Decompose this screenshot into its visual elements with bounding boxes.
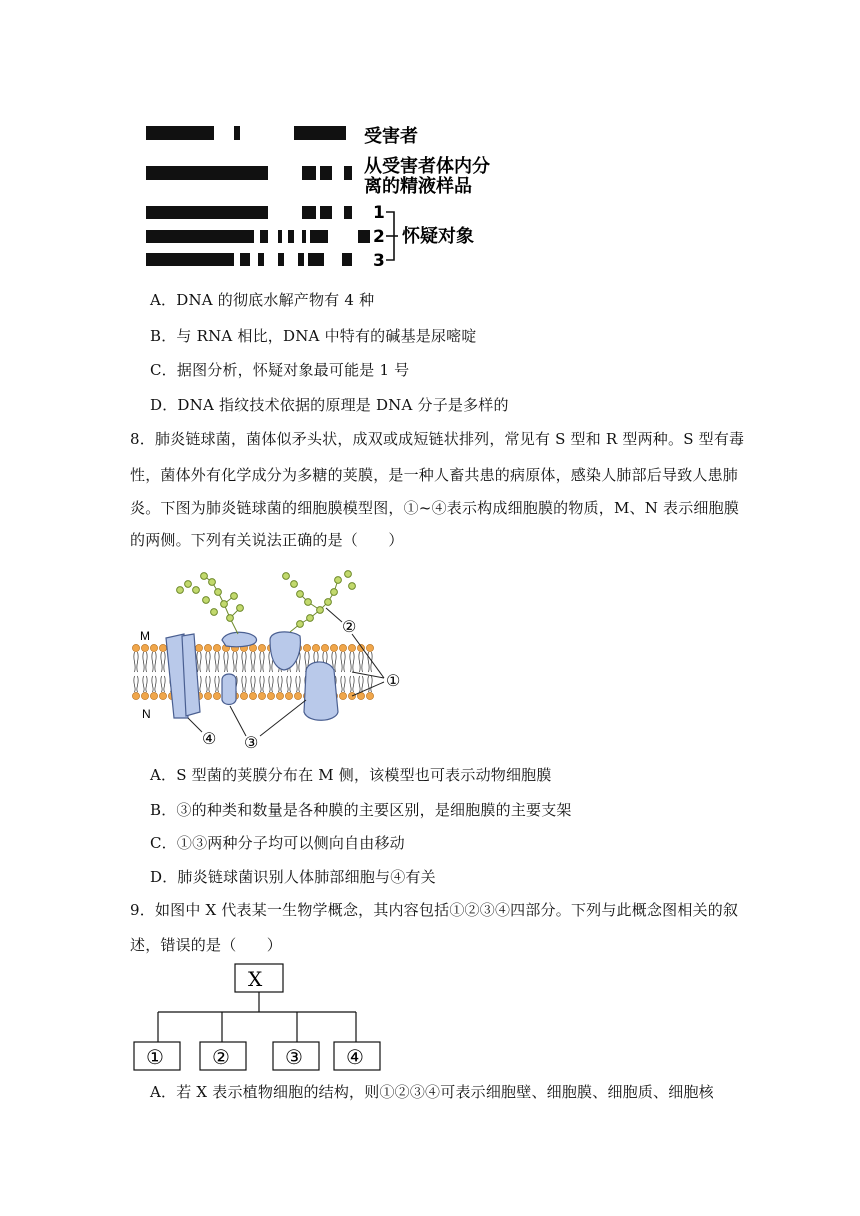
lipid-tail [350, 676, 354, 692]
embedded-protein-bottom [222, 674, 236, 705]
q8-option-b: B．③的种类和数量是各种膜的主要区别，是细胞膜的主要支架 [150, 801, 572, 819]
lipid-head [303, 644, 310, 651]
suspect-number-1: 1 [373, 203, 385, 223]
lipid-head [213, 644, 220, 651]
lipid-tail [269, 676, 273, 692]
lipid-tail [341, 652, 345, 672]
lipid-tail [260, 676, 264, 692]
lipid-tail [134, 676, 138, 692]
q8-option-c: C．①③两种分子均可以侧向自由移动 [150, 834, 405, 852]
lipid-head [141, 692, 148, 699]
lipid-head [348, 644, 355, 651]
embedded-protein-top [270, 632, 300, 670]
lipid-tail [134, 652, 138, 672]
q8-option-d: D．肺炎链球菌识别人体肺部细胞与④有关 [150, 868, 436, 886]
lipid-head [258, 692, 265, 699]
lipid-tail [215, 652, 219, 672]
concept-root-label: X [248, 967, 263, 991]
lipid-tail [143, 652, 147, 672]
dna-bands [146, 126, 370, 266]
lipid-head [258, 644, 265, 651]
lipid-tail [206, 676, 210, 692]
lipid-tail [206, 652, 210, 672]
lipid-tail [197, 652, 201, 672]
lipid-head [150, 692, 157, 699]
concept-child-1: ① [146, 1045, 164, 1069]
victim-label: 受害者 [364, 126, 418, 147]
marker-2: ② [342, 617, 357, 636]
lipid-head [213, 692, 220, 699]
lipid-tail [251, 652, 255, 672]
q8-stem-line3: 炎。下图为肺炎链球菌的细胞膜模型图，①~④表示构成细胞膜的物质，M、N 表示细胞膜 [130, 499, 740, 517]
lipid-head [321, 644, 328, 651]
lipid-tail [233, 652, 237, 672]
lipid-head [276, 692, 283, 699]
lipid-tail [341, 676, 345, 692]
q9-stem-line1: 9．如图中 X 代表某一生物学概念，其内容包括①②③④四部分。下列与此概念图相关的叙 [130, 901, 739, 919]
lipid-head [366, 692, 373, 699]
q8-option-a: A．S 型菌的荚膜分布在 M 侧，该模型也可表示动物细胞膜 [150, 766, 552, 784]
lipid-tail [152, 652, 156, 672]
lipid-head [150, 644, 157, 651]
concept-child-4: ④ [346, 1045, 364, 1069]
lipid-head [132, 692, 139, 699]
lipid-head [285, 692, 292, 699]
lipid-head [159, 644, 166, 651]
q7-option-c: C．据图分析，怀疑对象最可能是 1 号 [150, 361, 410, 379]
q9-stem-line2: 述，错误的是（ ） [130, 936, 283, 954]
lipid-head [159, 692, 166, 699]
membrane-proteins [166, 632, 338, 720]
lipid-head [294, 692, 301, 699]
concept-child-3: ③ [285, 1045, 303, 1069]
suspect-number-3: 3 [373, 251, 385, 271]
lipid-tail [260, 652, 264, 672]
lipid-tail [143, 676, 147, 692]
lipid-tail [161, 676, 165, 692]
cell-membrane-figure [130, 560, 420, 750]
sample-label-line1: 从受害者体内分 [364, 156, 490, 177]
marker-1: ① [386, 671, 401, 690]
concept-child-2: ② [212, 1045, 230, 1069]
lipid-head [240, 692, 247, 699]
lipid-head [132, 644, 139, 651]
lipid-tail [152, 676, 156, 692]
side-m-label: M [140, 629, 150, 643]
q8-stem-line1: 8．肺炎链球菌，菌体似矛头状，成双或成短链状排列，常见有 S 型和 R 型两种。S 型有毒 [130, 430, 745, 448]
lipid-head [330, 644, 337, 651]
dna-fingerprint-figure [140, 118, 520, 278]
lipid-head [204, 692, 211, 699]
suspect-number-2: 2 [373, 227, 385, 247]
lipid-head [366, 644, 373, 651]
lipid-head [249, 692, 256, 699]
sample-label-line2: 离的精液样品 [364, 176, 472, 197]
q8-stem-line4: 的两侧。下列有关说法正确的是（ ） [130, 531, 404, 549]
lipid-tail [350, 652, 354, 672]
lipid-tail [359, 676, 363, 692]
lipid-tail [161, 652, 165, 672]
lipid-tail [368, 676, 372, 692]
lipid-head [267, 692, 274, 699]
lipid-head [204, 644, 211, 651]
lipid-tail [368, 652, 372, 672]
marker-3: ③ [244, 733, 259, 750]
lipid-tail [224, 652, 228, 672]
q7-option-a: A．DNA 的彻底水解产物有 4 种 [150, 291, 375, 309]
lipid-tail [242, 652, 246, 672]
lipid-tail [359, 652, 363, 672]
large-protein [304, 662, 338, 720]
q7-option-d: D．DNA 指纹技术依据的原理是 DNA 分子是多样的 [150, 396, 509, 414]
suspect-bracket [386, 212, 398, 260]
lipid-head [195, 644, 202, 651]
surface-protein [222, 632, 257, 646]
lipid-tail [296, 676, 300, 692]
lipid-head [312, 644, 319, 651]
q7-option-b: B．与 RNA 相比，DNA 中特有的碱基是尿嘧啶 [150, 327, 477, 345]
q9-option-a: A．若 X 表示植物细胞的结构，则①②③④可表示细胞壁、细胞膜、细胞质、细胞核 [150, 1083, 714, 1101]
lipid-tail [242, 676, 246, 692]
glycoprotein-chains [177, 571, 356, 634]
lipid-tail [278, 676, 282, 692]
marker-4: ④ [202, 729, 217, 748]
lipid-tail [251, 676, 255, 692]
concept-map-figure [130, 960, 390, 1072]
lipid-head [339, 692, 346, 699]
q8-stem-line2: 性，菌体外有化学成分为多糖的荚膜，是一种人畜共患的病原体，感染人肺部后导致人患肺 [130, 466, 739, 484]
lipid-head [141, 644, 148, 651]
side-n-label: N [142, 707, 151, 721]
lipid-head [339, 644, 346, 651]
lipid-tail [287, 676, 291, 692]
lipid-tail [215, 676, 219, 692]
suspects-label: 怀疑对象 [402, 226, 474, 247]
